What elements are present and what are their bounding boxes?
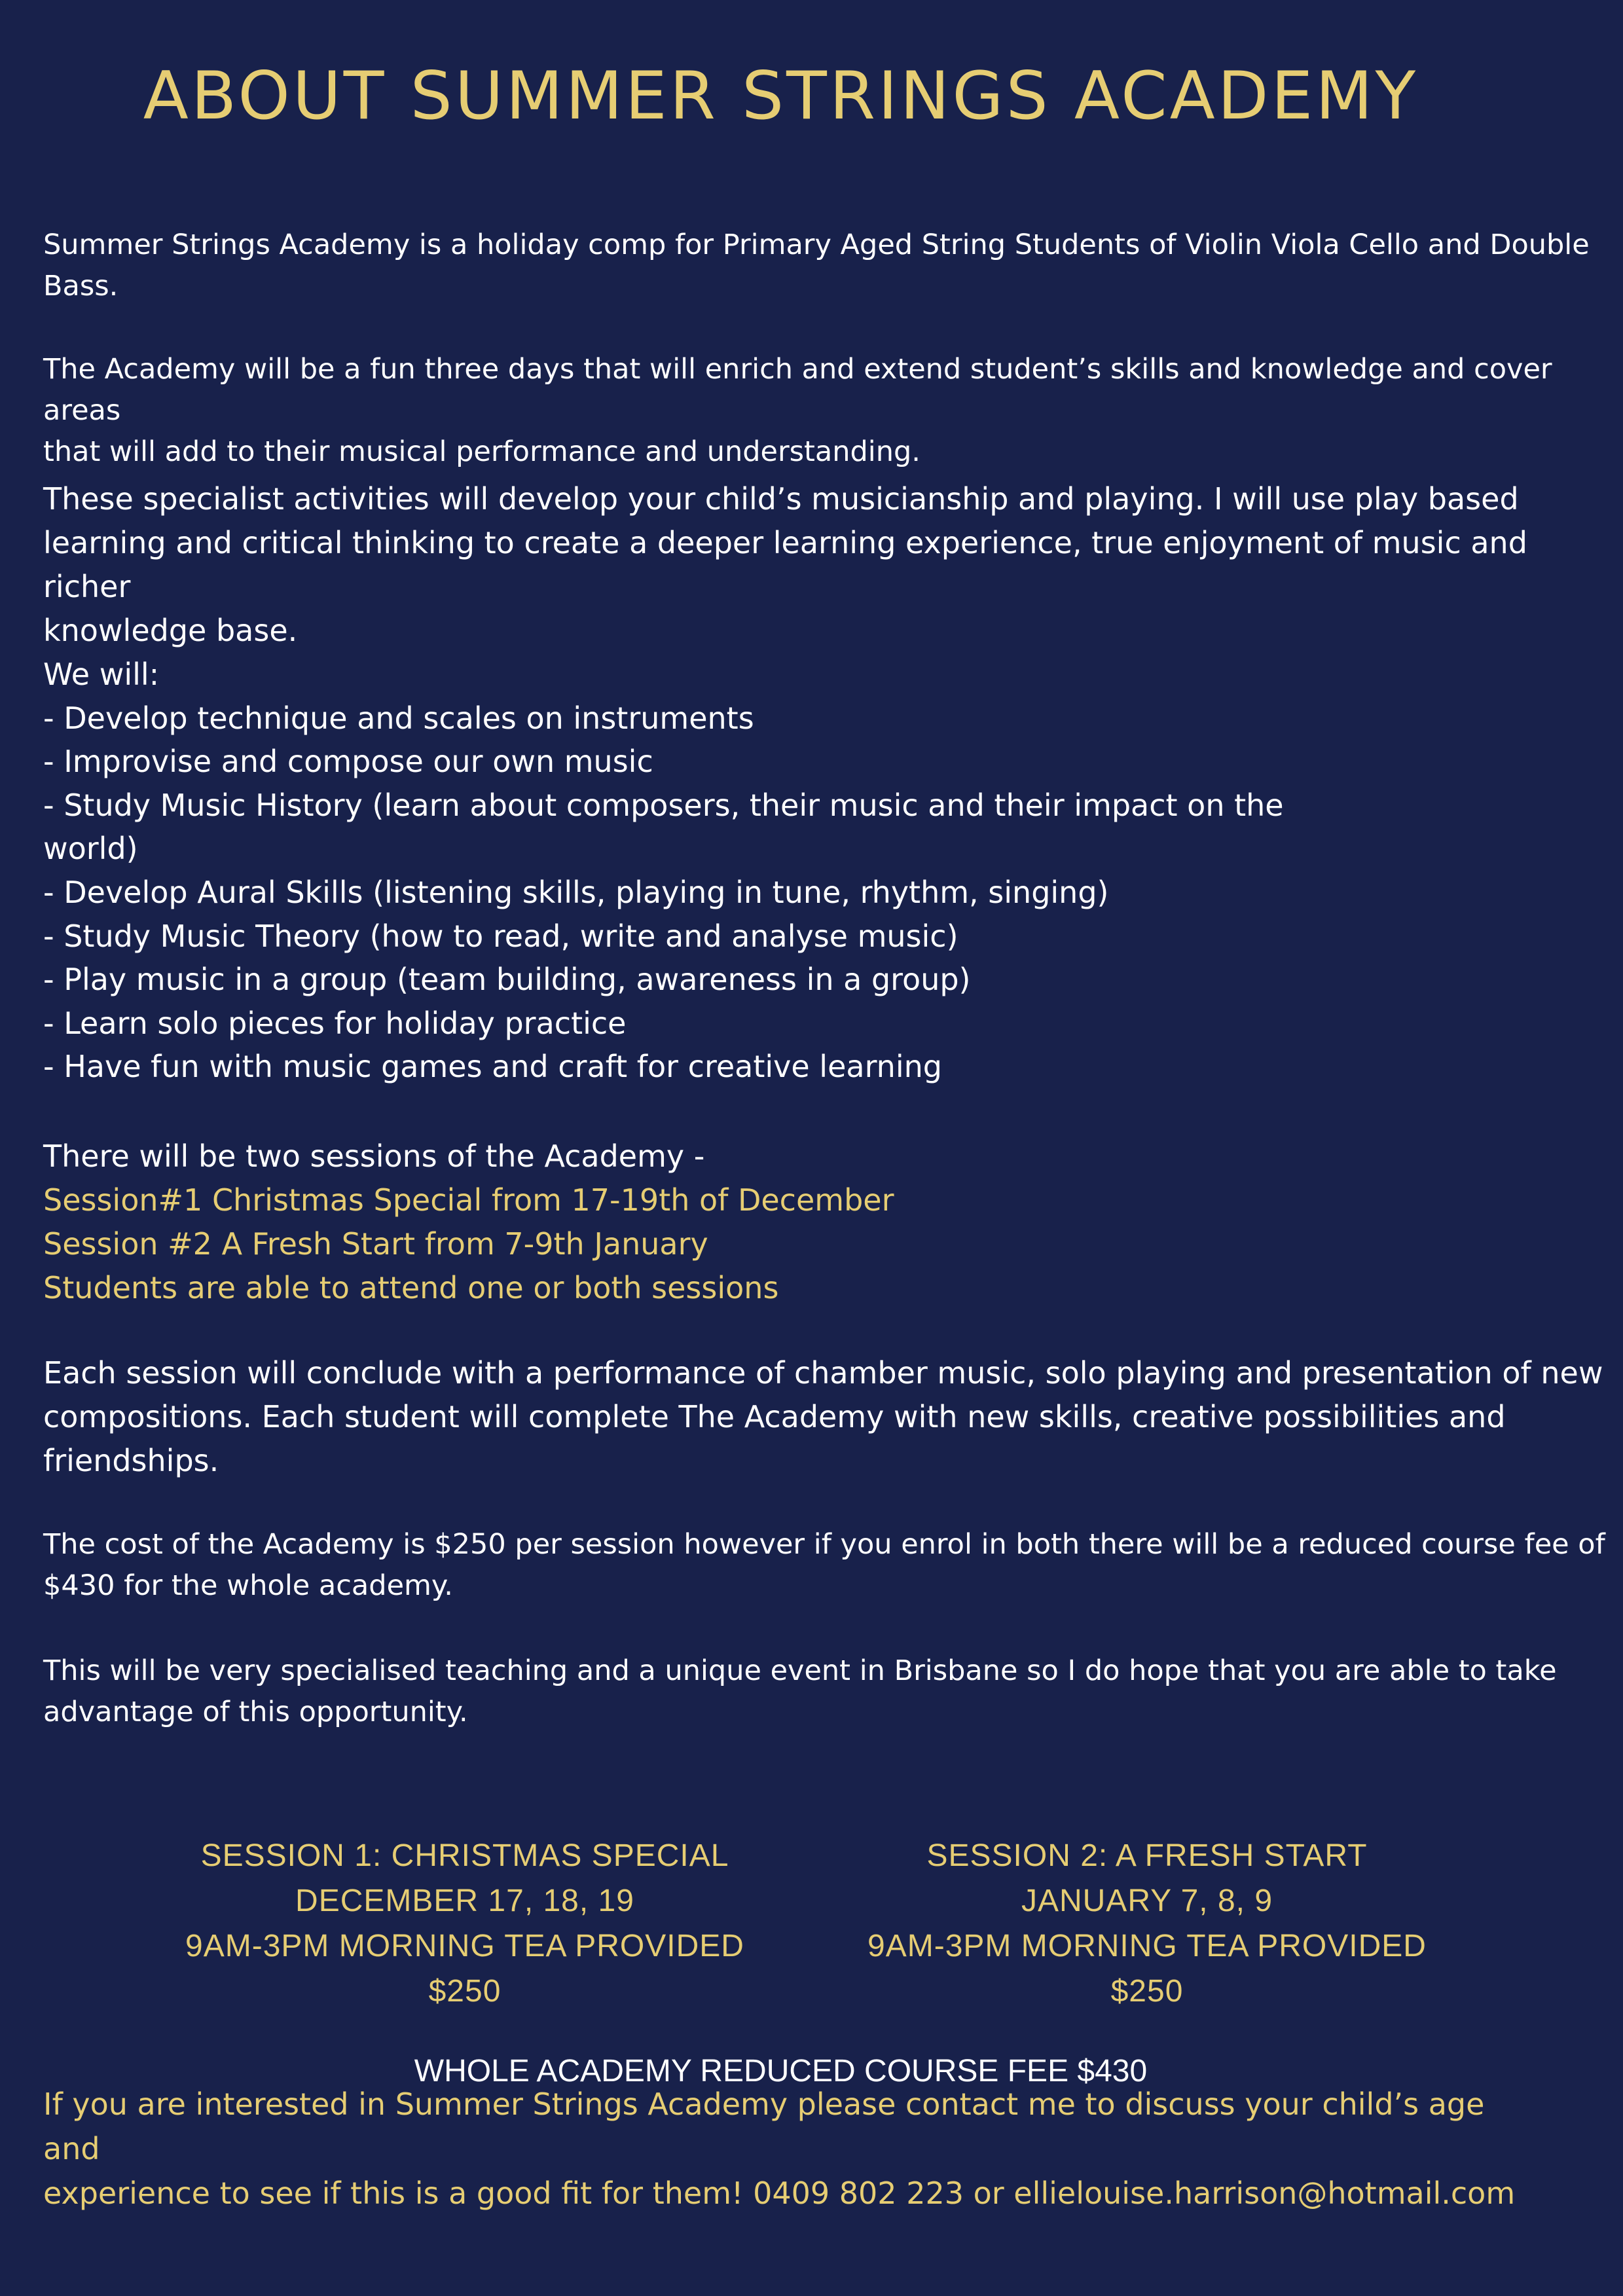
contact-paragraph: If you are interested in Summer Strings Academy please contact me to discuss your child’s age and experience to see if this is a good fit for them! 0409 802 223 or ellielouise.harrison@hotmail.com <box>43 2086 1516 2211</box>
conclusion-paragraph: Each session will conclude with a performance of chamber music, solo playing and presentation of new compositions. Each student will complete The Academy with new skills, creative possibilities and friendships. <box>43 1355 1603 1478</box>
session-2-info: Session #2 A Fresh Start from 7-9th January <box>43 1226 708 1262</box>
specialist-activities-paragraph: These specialist activities will develop your child’s musicianship and playing. I will use play based learning and critical thinking to create a deeper learning experience, true enjoyment of music and richer knowledge base. <box>43 481 1527 648</box>
list-item: - Study Music History (learn about composers, their music and their impact on the <box>43 787 1284 823</box>
we-will-list <box>43 653 1284 1089</box>
specialised-paragraph: This will be very specialised teaching and a unique event in Brisbane so I do hope that you are able to take advantage of this opportunity. <box>43 1654 1557 1728</box>
list-item: - Have fun with music games and craft for creative learning <box>43 1049 942 1085</box>
list-item: - Study Music Theory (how to read, write and analyse music) <box>43 918 958 954</box>
sessions-intro: There will be two sessions of the Academy - <box>43 1139 705 1174</box>
session-1-hours: 9AM-3PM MORNING TEA PROVIDED <box>185 1929 744 1963</box>
we-will-heading: We will: <box>43 657 160 692</box>
page-title: ABOUT SUMMER STRINGS ACADEMY <box>143 57 1419 134</box>
list-item: world) <box>43 831 138 867</box>
session-2-title: SESSION 2: A FRESH START <box>926 1838 1368 1873</box>
session-1-price: $250 <box>428 1974 501 2009</box>
academy-description-paragraph: The Academy will be a fun three days that will enrich and extend student’s skills and knowledge and cover areas that will add to their musical performance and understanding. <box>43 353 1552 468</box>
session-2-card <box>826 1833 1468 2014</box>
session-2-price: $250 <box>1110 1974 1184 2009</box>
list-item: - Develop technique and scales on instruments <box>43 700 754 736</box>
list-item: - Learn solo pieces for holiday practice <box>43 1005 627 1041</box>
attendance-note: Students are able to attend one or both sessions <box>43 1270 779 1305</box>
session-2-hours: 9AM-3PM MORNING TEA PROVIDED <box>867 1929 1427 1963</box>
session-1-info: Session#1 Christmas Special from 17-19th of December <box>43 1182 894 1218</box>
whole-academy-fee: WHOLE ACADEMY REDUCED COURSE FEE $430 <box>414 2054 1148 2088</box>
session-1-dates: DECEMBER 17, 18, 19 <box>295 1884 634 1918</box>
list-item: - Develop Aural Skills (listening skills, playing in tune, rhythm, singing) <box>43 874 1109 910</box>
cost-paragraph: The cost of the Academy is $250 per session however if you enrol in both there will be a reduced course fee of $430 for the whole academy. <box>43 1528 1605 1602</box>
list-item: - Play music in a group (team building, awareness in a group) <box>43 962 971 998</box>
session-2-dates: JANUARY 7, 8, 9 <box>1021 1884 1273 1918</box>
session-1-title: SESSION 1: CHRISTMAS SPECIAL <box>200 1838 729 1873</box>
sessions-info <box>43 1135 894 1310</box>
session-1-card <box>144 1833 786 2014</box>
list-item: - Improvise and compose our own music <box>43 744 653 780</box>
intro-paragraph: Summer Strings Academy is a holiday comp for Primary Aged String Students of Violin Viola Cello and Double Bass. <box>43 228 1590 302</box>
